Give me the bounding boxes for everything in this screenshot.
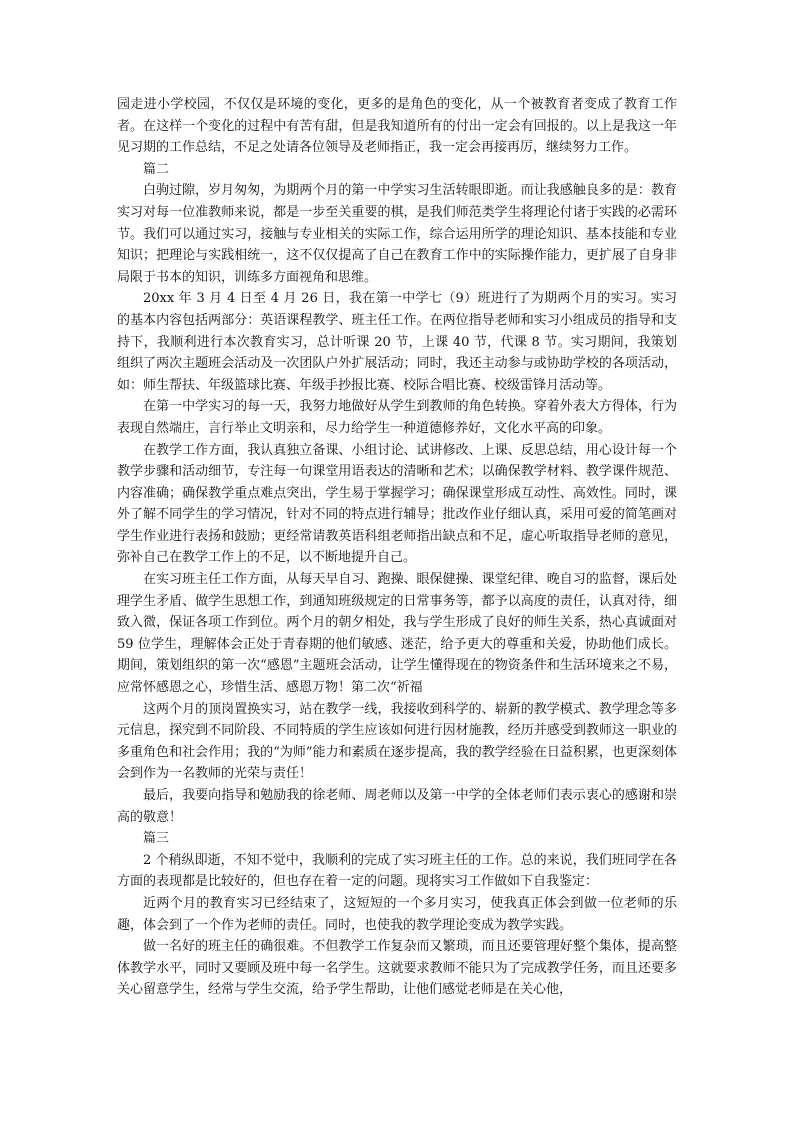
paragraph: 最后，我要向指导和勉励我的徐老师、周老师以及第一中学的全体老师们表示衷心的感谢和崇高的敬意！ [117, 788, 677, 825]
paragraph: 做一名好的班主任的确很难。不但教学工作复杂而又繁琐，而且还要管理好整个集体，提高整体教学水平，同时又要顾及班中每一名学生。这就要求教师不能只为了完成教学任务，而且还要多关心留意学生，经常与学生交流，给予学生帮助，让他们感觉老师是在关心他， [117, 939, 677, 998]
paragraph: 这两个月的顶岗置换实习，站在教学一线，我接收到科学的、崭新的教学模式、教学理念等多元信息，探究到不同阶段、不同特质的学生应该如何进行因材施教，经历并感受到教师这一职业的多重角色和社会作用；我的“为师”能力和素质在逐步提高，我的教学经验在日益积累，也更深刻体会到作为一名教师的光荣与责任！ [117, 701, 677, 782]
paragraph: 在第一中学实习的每一天，我努力地做好从学生到教师的角色转换。穿着外表大方得体，行为表现自然端庄，言行举止文明亲和，尽力给学生一种道德修养好，文化水平高的印象。 [117, 399, 677, 436]
paragraph-continuation: 园走进小学校园，不仅仅是环境的变化，更多的是角色的变化，从一个被教育者变成了教育工作者。在这样一个变化的过程中有苦有甜，但是我知道所有的付出一定会有回报的。以上是我这一年见习期的工作总结，不足之处请各位领导及老师指正，我一定会再接再厉，继续努力工作。 [117, 97, 677, 156]
paragraph: 20xx 年 3 月 4 日至 4 月 26 日，我在第一中学七（9）班进行了为期两个月的实习。实习的基本内容包括两部分：英语课程教学、班主任工作。在两位指导老师和实习小组成员的指导和支持下，我顺利进行本次教育实习，总计听课 20 节，上课 40 节，代课 8 节。实习期间，我策划组织了两次主题班会活动及一次团队户外扩展活动；同时，我还主动参与或协助学校的各项活动，如：师生帮扶、年级篮球比赛、年级手抄报比赛、校际合唱比赛、校级雷锋月活动等。 [117, 291, 677, 393]
section-heading-part-three: 篇三 [143, 831, 170, 847]
document-page [117, 94, 677, 1001]
paragraph: 在教学工作方面，我认真独立备课、小组讨论、试讲修改、上课、反思总结，用心设计每一个教学步骤和活动细节，专注每一句课堂用语表达的清晰和艺术；以确保教学材料、教学课件规范、内容准确；确保教学重点难点突出，学生易于掌握学习；确保课堂形成互动性、高效性。同时，课外了解不同学生的学习情况，针对不同的特点进行辅导；批改作业仔细认真，采用可爱的简笔画对学生作业进行表扬和鼓励；更经常请教英语科组老师指出缺点和不足，虚心听取指导老师的意见，弥补自己在教学工作上的不足，以不断地提升自己。 [117, 442, 677, 566]
section-heading-part-two: 篇二 [143, 161, 170, 177]
paragraph: 近两个月的教育实习已经结束了，这短短的一个多月实习，使我真正体会到做一位老师的乐趣，体会到了一个作为老师的责任。同时，也使我的教学理论变成为教学实践。 [117, 895, 677, 933]
paragraph: 白驹过隙，岁月匆匆，为期两个月的第一中学实习生活转眼即逝。而让我感触良多的是：教育实习对每一位准教师来说，都是一步至关重要的棋，是我们师范类学生将理论付诸于实践的必需环节。我们可以通过实习，接触与专业相关的实际工作，综合运用所学的理论知识、基本技能和专业知识；把理论与实践相统一，这不仅仅提高了自己在教育工作中的实际操作能力，更扩展了自身非局限于书本的知识，训练多方面视角和思维。 [117, 183, 677, 285]
paragraph: 在实习班主任工作方面，从每天早自习、跑操、眼保健操、课堂纪律、晚自习的监督，课后处理学生矛盾、做学生思想工作，到通知班级规定的日常事务等，都予以高度的责任，认真对待，细致入微，保证各项工作到位。两个月的朝夕相处，我与学生形成了良好的师生关系，热心真诚面对 59 位学生，理解体会正处于青春期的他们敏感、迷茫，给予更大的尊重和关爱，协助他们成长。期间，策划组织的第一次“感恩”主题班会活动，让学生懂得现在的物资条件和生活环境来之不易，应常怀感恩之心，珍惜生活、感恩万物！第二次“祈福 [117, 572, 677, 696]
paragraph: 2 个稍纵即逝，不知不觉中，我顺利的完成了实习班主任的工作。总的来说，我们班同学在各方面的表现都是比较好的，但也存在着一定的问题。现将实习工作做如下自我鉴定： [117, 852, 677, 890]
